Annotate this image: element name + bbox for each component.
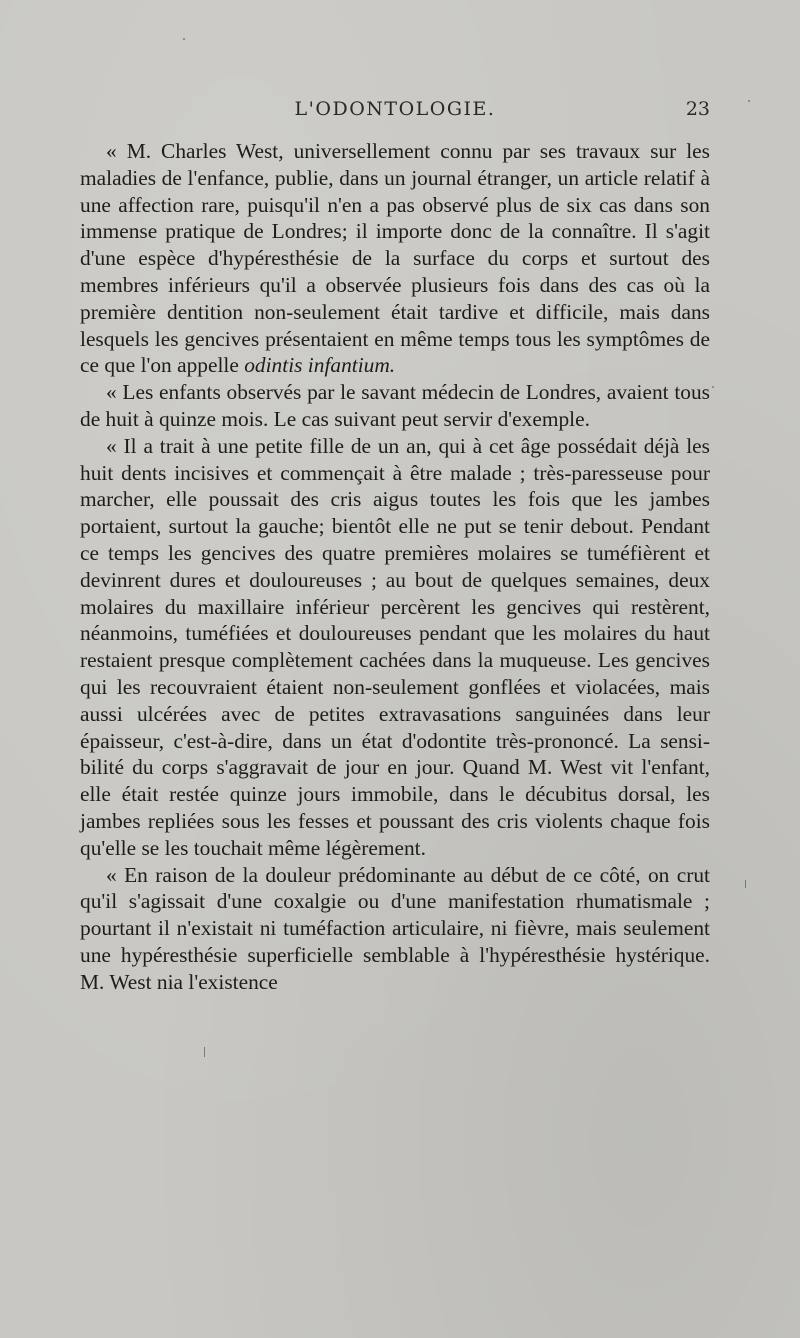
paragraph-3-text: « Il a trait à une petite fille de un an, qui à cet âge possédait déjà les huit dents incisives et commençait à être malade ; très-paresseuse pour marcher, elle poussait des cris aigus toutes les fois que les jambes portaient, surtout la gauche; bientôt elle ne put se tenir debout. Pendant ce temps les gencives des quatre premières molaires se tuméfièrent et devinrent dures et douloureuses ; au bout de quelques semaines, deux molaires du maxillaire inférieur percèrent les gencives qui restèrent, néanmoins, tuméfiées et douloureuses pendant que les molaires du haut restaient presque complètement cachées dans la muqueuse. Les gencives qui les recouvraient étaient non-seulement gonflées et violacées, mais aussi ulcérées avec de petites extravasations sanguinées dans leur épaisseur, c'est-à-dire, dans un état d'odontite très-prononcé. La sensibilité du corps s'aggravait de jour en jour. Quand M. West vit l'enfant, elle était restée quinze jours immobile, dans le décubitus dorsal, les jambes repliées sous les fesses et poussant des cris violents chaque fois qu'elle se les touchait même légèrement. (80, 433, 710, 860)
paragraph-1-italic-term: odintis infantium. (244, 353, 396, 378)
paragraph-1-text: « M. Charles West, universellement connu par ses travaux sur les maladies de l'enfance, publie, dans un journal étranger, un article relatif à une affection rare, puisqu'il n'en a pas observé plus de six cas dans son immense pratique de Londres; il importe donc de la connaître. Il s'agit d'une espèce d'hypéresthésie de la surface du corps et surtout des membres inférieurs qu'il a observée plusieurs fois dans des cas où la première dentition non-seulement était tardive et difficile, mais dans lesquels les gencives présentaient en même temps tous les symptômes de ce que l'on appelle (80, 139, 710, 378)
paper-speck (745, 880, 746, 888)
paper-speck (204, 1047, 205, 1057)
paragraph-2-text: « Les enfants observés par le savant médecin de Londres, avaient tous de huit à quinze mois. Le cas suivant peut servir d'exemple. (80, 380, 710, 431)
paper-speck (712, 386, 714, 388)
paragraph-4-text: « En raison de la douleur prédominante au début de ce côté, on crut qu'il s'agissait d'une coxalgie ou d'une manifestation rhumatismale ; pourtant il n'existait ni tuméfaction articulaire, ni fièvre, mais seulement une hypéresthésie superficielle semblable à l'hypéresthésie hystérique. M. West nia l'existence (80, 862, 710, 994)
running-title: L'ODONTOLOGIE. (294, 98, 496, 120)
paper-speck (183, 38, 185, 40)
paragraph-1 (80, 138, 710, 379)
running-header (80, 98, 710, 132)
paper-speck (748, 100, 750, 102)
page-number: 23 (685, 98, 710, 120)
body-text (80, 138, 710, 996)
paragraph-2 (80, 379, 710, 433)
paragraph-4 (80, 862, 710, 996)
paragraph-3 (80, 433, 710, 862)
